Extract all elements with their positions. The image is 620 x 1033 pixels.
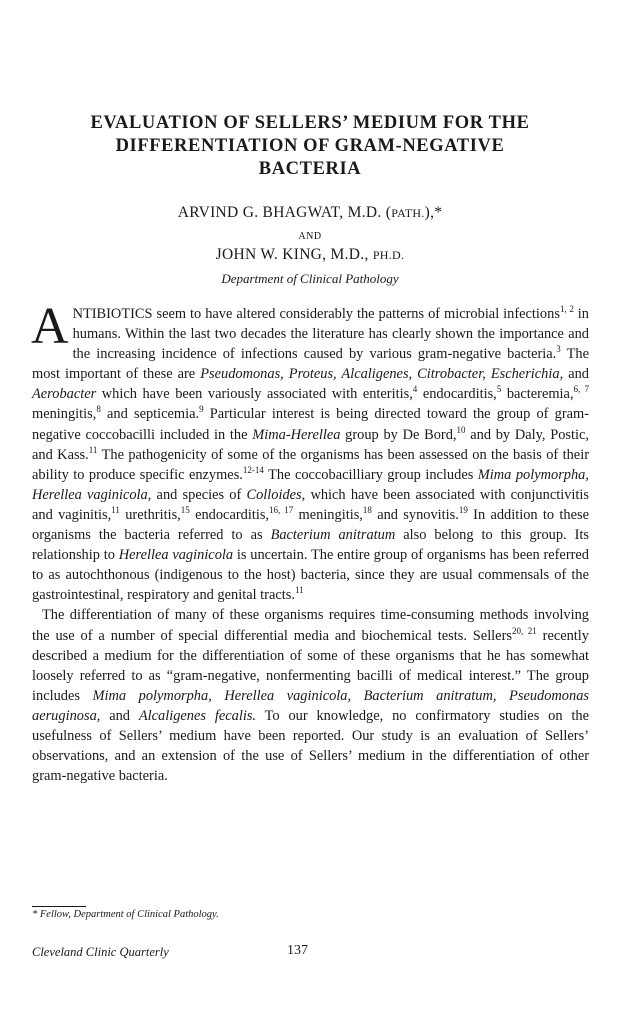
body-paragraph-2	[32, 605, 589, 786]
citation-superscript: 18	[362, 505, 372, 516]
italic-run: Aerobacter	[32, 386, 97, 403]
author-2-degree: PH.D.	[372, 248, 405, 262]
text-run: NTIBIOTICS seem to have altered considerably the patterns of microbial infections	[72, 306, 560, 322]
text-run: The pathogenicity of some of the organisms has been assessed on the basis of their ability to produce specific enzymes.	[32, 446, 589, 483]
citation-superscript: 1, 2	[559, 304, 574, 315]
text-run: The differentiation of many of these organisms requires time-consuming methods involving the use of a number of special differential media and biochemical tests. Sellers	[32, 607, 589, 644]
citation-superscript: 8	[96, 404, 101, 415]
text-run: is uncertain. The entire group of organisms has been referred to as autochthonous (indigenous to the host) bacteria, since they are usual commensals of the gastrointestinal, respiratory and genital tracts.	[32, 547, 589, 604]
citation-superscript: 6, 7	[573, 384, 589, 395]
author-1-degree: PATH.	[391, 206, 425, 220]
text-run: The coccobacilliary group includes	[263, 466, 478, 483]
text-run: and	[100, 707, 139, 724]
journal-name: Cleveland Clinic Quarterly	[32, 945, 169, 959]
article-title	[30, 112, 590, 181]
text-run: endocarditis,	[189, 506, 270, 523]
citation-superscript: 11	[88, 444, 98, 455]
title-line-3: BACTERIA	[258, 159, 362, 179]
author-1-suffix: ),*	[424, 204, 443, 221]
author-conjunction: AND	[298, 231, 322, 242]
footnote-rule	[32, 906, 86, 907]
italic-run: Mima polymorpha, Herellea vaginicola,	[32, 466, 589, 503]
text-run: and septicemia.	[100, 406, 200, 423]
text-run: and species of	[151, 486, 247, 503]
author-2-name: JOHN W. KING, M.D.,	[215, 246, 373, 263]
text-run: In addition to these organisms the bacteria referred to as	[32, 506, 589, 544]
text-run: endocarditis,	[417, 386, 497, 403]
text-run: in humans. Within the last two decades the literature has clearly shown the importance and the increasing incidence of infections caused by various gram-negative bacteria.	[72, 306, 590, 363]
article-body	[31, 298, 590, 786]
citation-superscript: 19	[458, 505, 468, 516]
citation-superscript: 12-14	[242, 464, 264, 475]
text-run: meningitis,	[32, 406, 97, 423]
text-run: group by De Bord,	[340, 426, 457, 443]
text-run: The most important of these are	[32, 346, 589, 383]
citation-superscript: 20, 21	[511, 625, 537, 636]
author-department: Department of Clinical Pathology	[221, 271, 399, 286]
italic-run: Herellea vaginicola	[118, 547, 234, 564]
italic-run: Mima-Herellea	[252, 426, 341, 443]
citation-superscript: 9	[199, 404, 204, 415]
citation-superscript: 11	[294, 585, 304, 596]
text-run: Particular interest is being directed toward the group of gram-negative coccobacilli included in the	[32, 406, 589, 443]
italic-run: Mima polymorpha, Herellea vaginicola, Bacterium anitratum, Pseudomonas aeruginosa,	[32, 687, 589, 724]
body-paragraph-1	[31, 298, 590, 605]
footnote: * Fellow, Department of Clinical Pathology.	[32, 909, 219, 920]
text-run: urethritis,	[119, 506, 181, 523]
text-run: meningitis,	[293, 506, 363, 523]
page-number: 137	[287, 943, 308, 958]
author-2	[0, 246, 620, 264]
text-run: To our knowledge, no confirmatory studies on the usefulness of Sellers’ medium have been reported. Our study is an evaluation of Sellers’ observations, and an extension of the use of Sellers’ medium in the differentiation of other gram-negative bacteria.	[32, 707, 589, 785]
author-1	[0, 204, 620, 222]
citation-superscript: 11	[111, 505, 120, 516]
citation-superscript: 4	[412, 384, 418, 395]
title-line-2: DIFFERENTIATION OF GRAM-NEGATIVE	[115, 136, 505, 156]
italic-run: Bacterium anitratum	[270, 527, 396, 544]
italic-run: Alcaligenes fecalis.	[138, 707, 257, 724]
citation-superscript: 5	[496, 384, 502, 395]
italic-run: Pseudomonas, Proteus, Alcaligenes, Citrobacter, Escherichia,	[200, 366, 564, 383]
citation-superscript: 16, 17	[269, 505, 294, 516]
text-run: bacteremia,	[501, 386, 574, 403]
title-line-1: EVALUATION OF SELLERS’ MEDIUM FOR THE	[90, 113, 530, 133]
text-run: and synovitis.	[371, 506, 459, 523]
drop-cap: A	[31, 298, 69, 355]
text-run: which have been variously associated with enteritis,	[96, 386, 413, 403]
citation-superscript: 10	[456, 424, 466, 435]
text-run: also belong to this group. Its relationship to	[32, 527, 589, 564]
text-run: which have been associated with conjunctivitis and vaginitis,	[32, 486, 589, 523]
citation-superscript: 15	[180, 505, 190, 516]
text-run: and	[563, 366, 589, 383]
italic-run: Colloides,	[246, 486, 306, 503]
citation-superscript: 3	[556, 344, 561, 355]
text-run: recently described a medium for the differentiation of some of these organisms that he has somewhat loosely referred to as “gram-negative, nonfermenting bacilli of medical interest.” The group includes	[32, 627, 589, 704]
text-run: and by Daly, Postic, and Kass.	[32, 426, 590, 463]
author-1-name: ARVIND G. BHAGWAT, M.D. (	[177, 204, 392, 221]
